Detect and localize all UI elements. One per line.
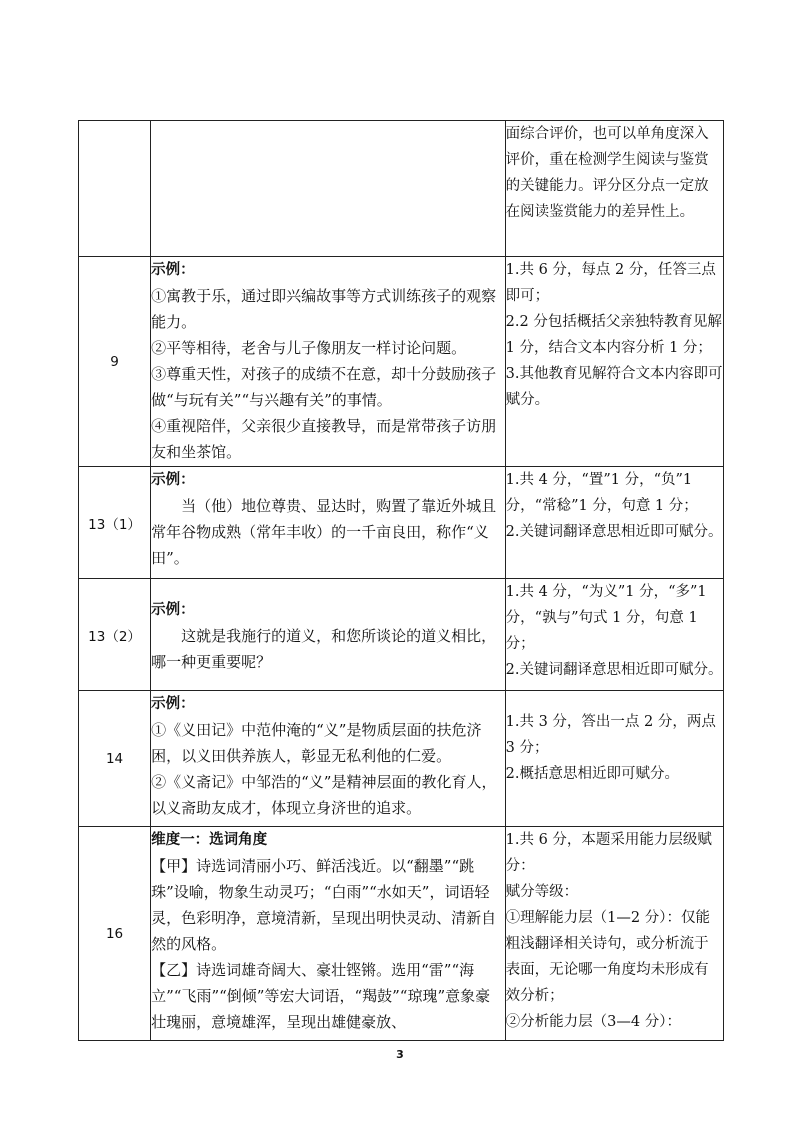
criteria-cell [505,257,723,467]
table-row [79,257,724,467]
criteria-line: 2.2 分包括概括父亲独特教育见解 1 分，结合文本内容分析 1 分； [505,314,722,356]
answer-line: ①寓教于乐，通过即兴编故事等方式训练孩子的观察能力。 [151,287,497,331]
question-number: 13（2） [79,579,151,691]
table-row [79,467,724,579]
answer-cell [151,121,506,257]
criteria-cell [505,827,723,1041]
answer-line: 【乙】诗选词雄奇阔大、豪壮铿锵。选用“雷”“海立”“飞雨”“倒倾”等宏大词语，“羯鼓”“琼瑰”意象豪壮瑰丽，意境雄浑，呈现出雄健豪放、 [151,961,491,1031]
criteria-cell [505,121,723,257]
answer-heading: 示例： [151,696,195,712]
answer-line: ②平等相待，老舍与儿子像朋友一样讨论问题。 [151,339,467,357]
page-number: 3 [396,1048,404,1061]
table-row [79,579,724,691]
answer-cell [151,467,506,579]
answer-cell [151,579,506,691]
criteria-line: 面综合评价，也可以单角度深入评价，重在检测学生阅读与鉴赏的关键能力。评分区分点一定放在阅读鉴赏能力的差异性上。 [505,126,709,220]
criteria-line: ②分析能力层（3—4 分）： [505,1014,681,1030]
table-row [79,691,724,827]
answer-line: ③尊重天性，对孩子的成绩不在意，却十分鼓励孩子做“与玩有关”“与兴趣有关”的事情。 [151,365,497,409]
criteria-cell [505,691,723,827]
table-row [79,827,724,1041]
answer-line: 当（他）地位尊贵、显达时，购置了靠近外城且常年谷物成熟（常年丰收）的一千亩良田，称作“义田”。 [151,497,497,567]
answer-line: ②《义斋记》中邹浩的“义”是精神层面的教化育人，以义斋助友成才，体现立身济世的追求。 [151,773,497,817]
question-number: 9 [79,257,151,467]
criteria-line: 赋分等级： [505,884,579,900]
answer-line: ④重视陪伴，父亲很少直接教导，而是常带孩子访朋友和坐茶馆。 [151,417,497,461]
criteria-line: 1.共 4 分，“置”1 分，“负”1 分，“常稔”1 分，句意 1 分； [505,472,698,514]
criteria-cell [505,467,723,579]
criteria-line: 1.共 3 分，答出一点 2 分，两点 3 分； [505,714,716,756]
criteria-line: 2.概括意思相近即可赋分。 [505,766,679,782]
answer-heading: 维度一：选词角度 [151,832,268,848]
criteria-line: ①理解能力层（1—2 分）：仅能粗浅翻译相关诗句，或分析流于表面，无论哪一角度均未形成有效分析； [505,910,710,1004]
answer-line: 这就是我施行的道义，和您所谈论的道义相比，哪一种更重要呢？ [151,627,497,671]
answer-heading: 示例： [151,262,195,278]
answer-heading: 示例： [151,602,195,618]
question-number [79,121,151,257]
question-number: 16 [79,827,151,1041]
table-row [79,121,724,257]
criteria-line: 1.共 6 分，每点 2 分，任答三点即可； [505,262,716,304]
criteria-cell [505,579,723,691]
answer-table [78,120,724,1041]
criteria-line: 2.关键词翻译意思相近即可赋分。 [505,662,723,678]
answer-cell [151,691,506,827]
criteria-line: 1.共 6 分，本题采用能力层级赋分： [505,832,712,874]
answer-heading: 示例： [151,472,195,488]
answer-cell [151,257,506,467]
answer-line: 【甲】诗选词清丽小巧、鲜活浅近。以“翻墨”“跳珠”设喻，物象生动灵巧；“白雨”“水如天”，词语轻灵，色彩明净，意境清新，呈现出明快灵动、清新自然的风格。 [151,857,497,953]
criteria-line: 3.其他教育见解符合文本内容即可赋分。 [505,366,723,408]
question-number: 13（1） [79,467,151,579]
criteria-line: 1.共 4 分，“为义”1 分，“多”1 分，“孰与”句式 1 分，句意 1 分； [505,584,707,652]
criteria-line: 2.关键词翻译意思相近即可赋分。 [505,524,723,540]
answer-cell [151,827,506,1041]
question-number: 14 [79,691,151,827]
answer-line: ①《义田记》中范仲淹的“义”是物质层面的扶危济困，以义田供养族人，彰显无私利他的仁爱。 [151,721,482,765]
